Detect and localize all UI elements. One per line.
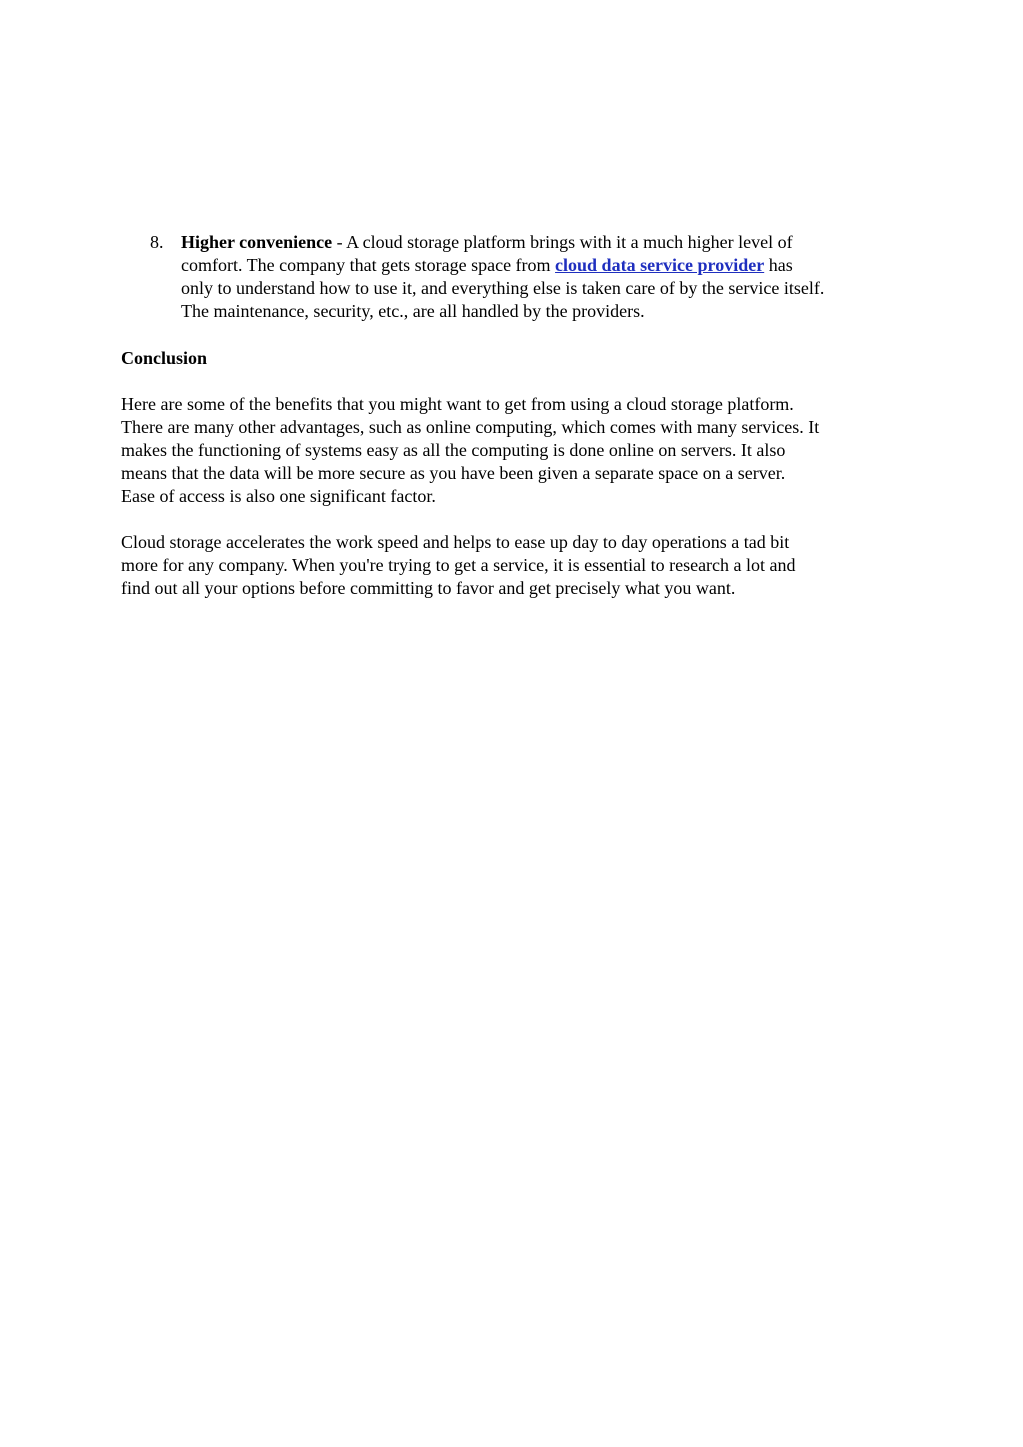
list-item-line-1-text: A cloud storage platform brings with it a much higher level of (346, 232, 793, 252)
paragraph-line: There are many other advantages, such as online computing, which comes with many services. It (121, 417, 820, 437)
conclusion-paragraph-1 (121, 393, 911, 508)
list-item-title: Higher convenience (181, 232, 333, 252)
list-item-line-3: only to understand how to use it, and everything else is taken care of by the service itself. (181, 278, 825, 298)
list-item-line-2 (181, 254, 916, 277)
paragraph-line: more for any company. When you're trying to get a service, it is essential to research a lot and (121, 555, 796, 575)
conclusion-paragraph-2 (121, 531, 911, 600)
paragraph-line: Cloud storage accelerates the work speed and helps to ease up day to day operations a tad bit (121, 532, 790, 552)
paragraph-line: makes the functioning of systems easy as all the computing is done online on servers. It also (121, 440, 786, 460)
paragraph-line: means that the data will be more secure as you have been given a separate space on a server. (121, 463, 786, 483)
list-item-line-2-end: has (764, 255, 793, 275)
title-separator: - (332, 232, 347, 252)
cloud-data-service-provider-link[interactable]: cloud data service provider (555, 255, 765, 275)
paragraph-line: find out all your options before committing to favor and get precisely what you want. (121, 578, 736, 598)
list-item-line-2-start: comfort. The company that gets storage space from (181, 255, 556, 275)
paragraph-line: Here are some of the benefits that you might want to get from using a cloud storage platform. (121, 394, 794, 414)
paragraph-line: Ease of access is also one significant factor. (121, 486, 436, 506)
list-item-body (181, 231, 916, 323)
list-item-line-1 (181, 231, 916, 254)
list-item-line-4: The maintenance, security, etc., are all handled by the providers. (181, 301, 645, 321)
conclusion-heading: Conclusion (121, 348, 208, 368)
list-number: 8. (150, 232, 164, 252)
